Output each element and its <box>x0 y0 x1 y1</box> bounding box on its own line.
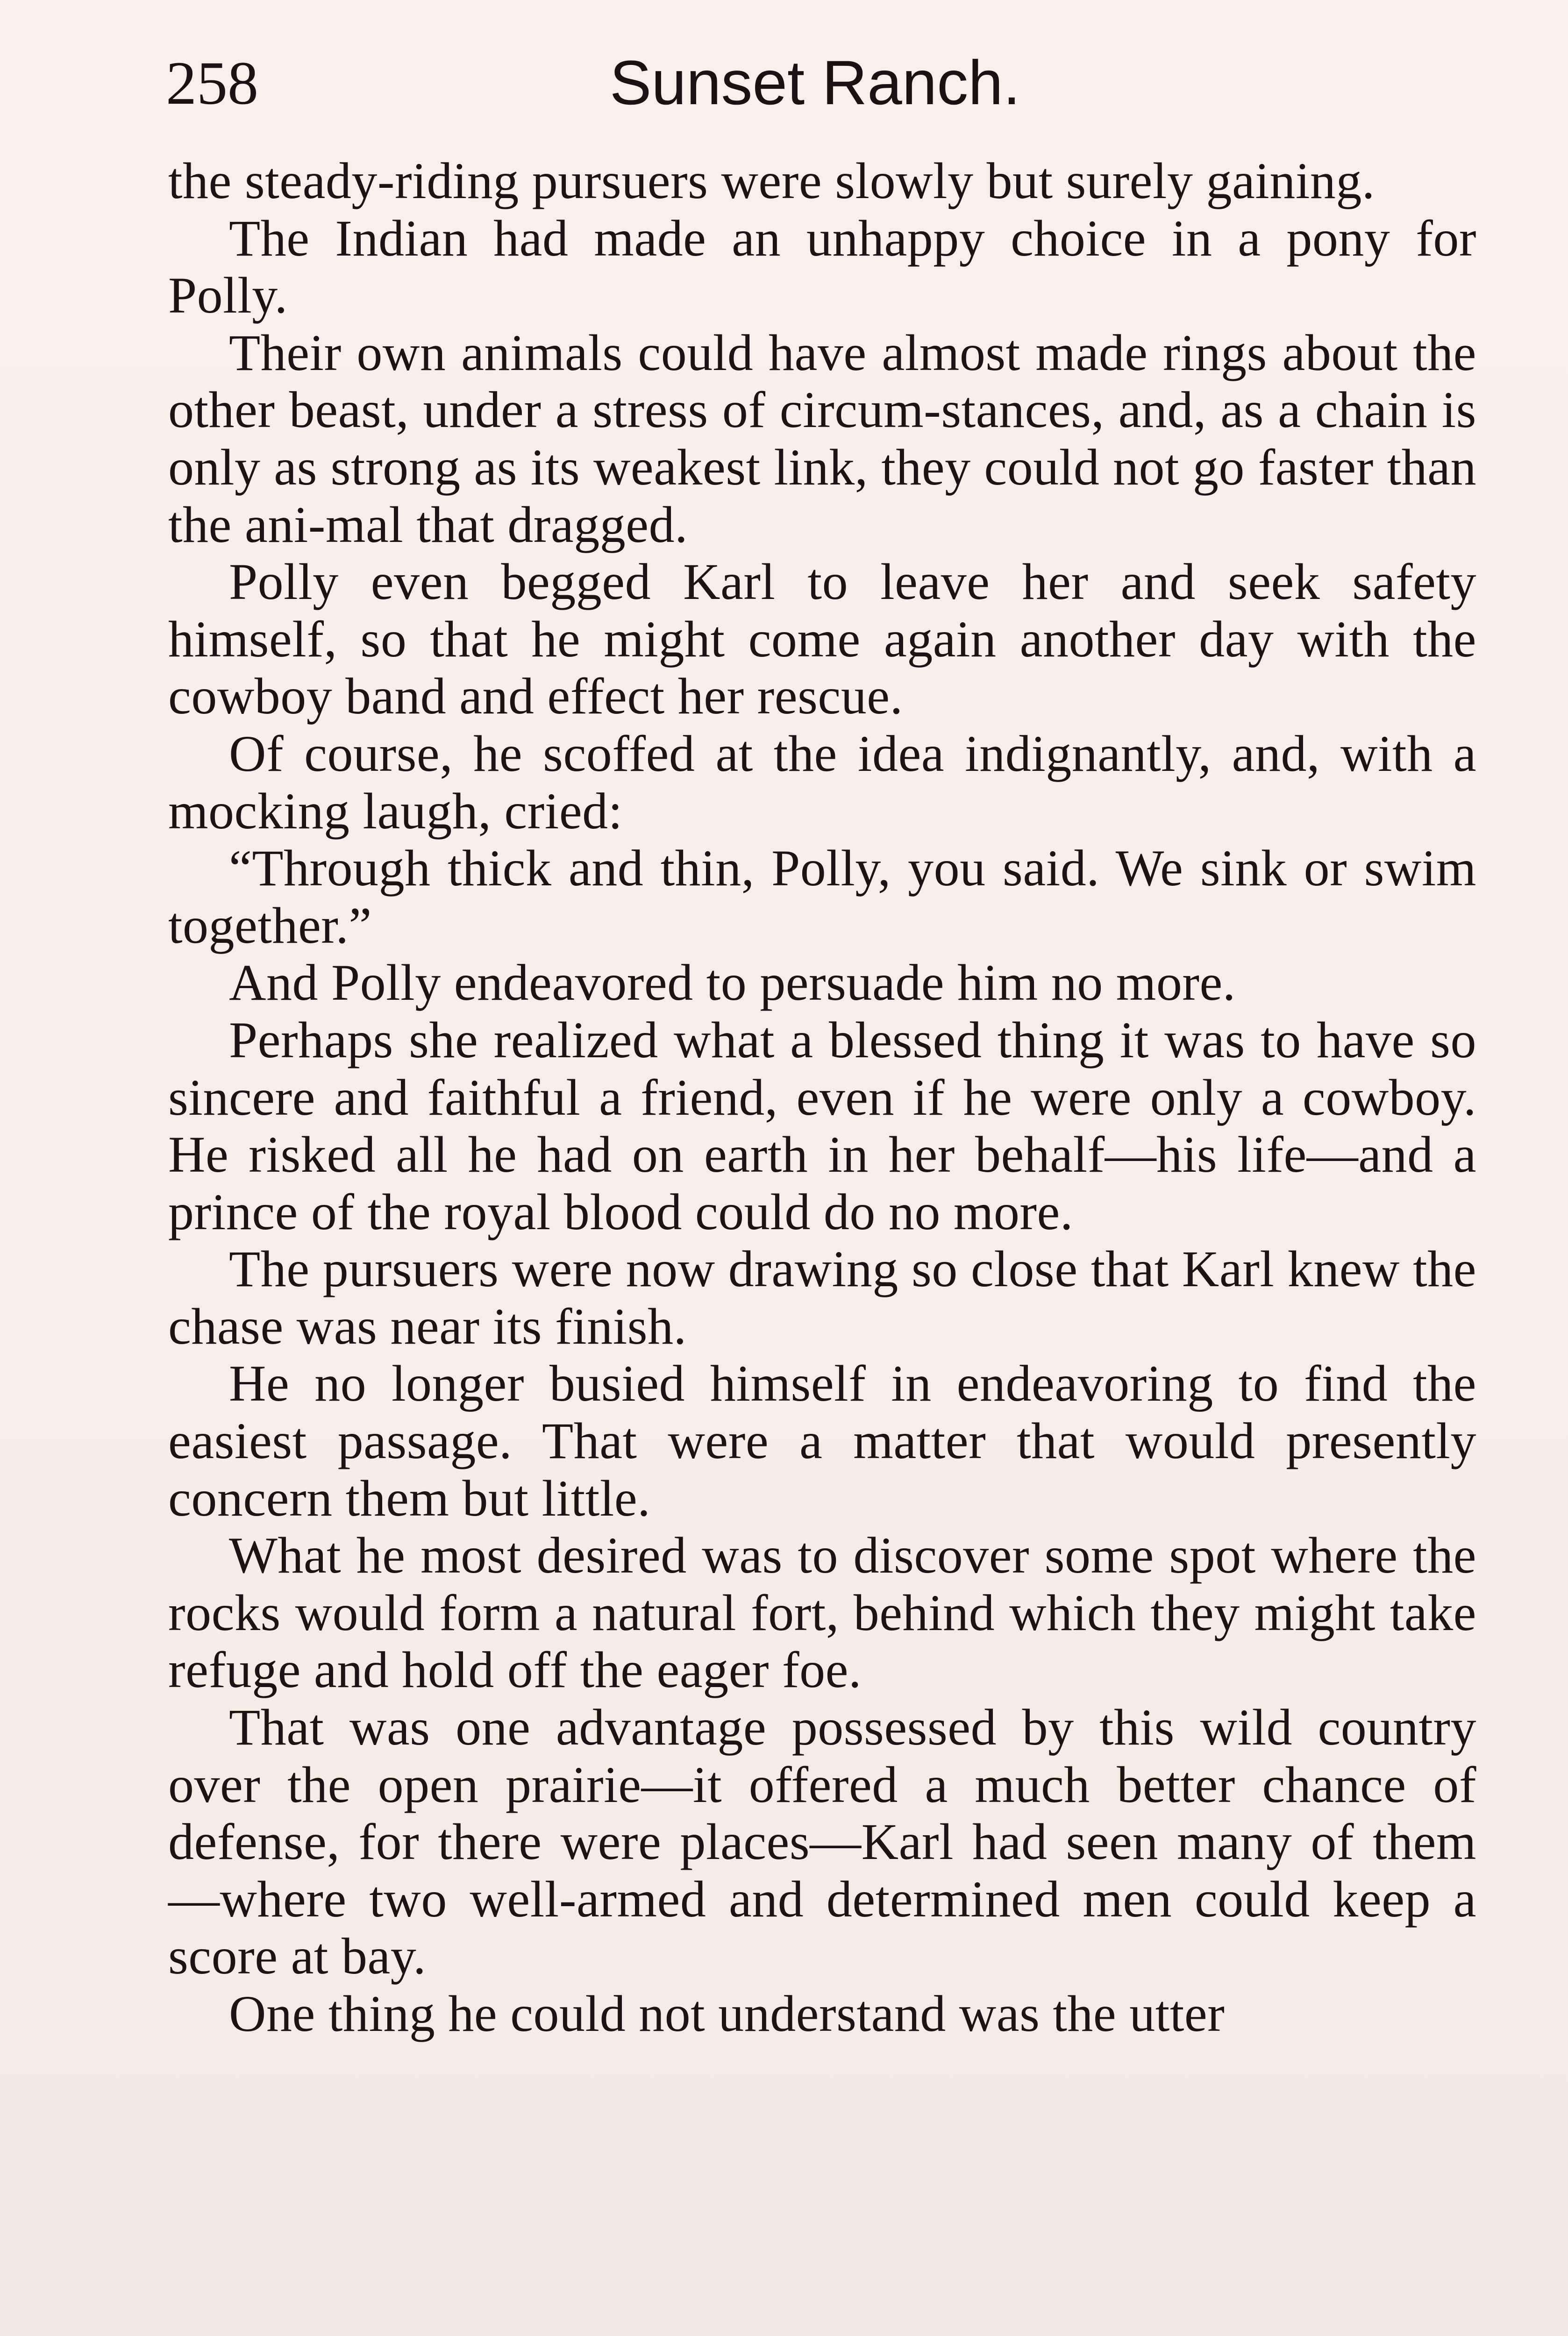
body-text <box>168 152 1476 2043</box>
paragraph: Their own animals could have almost made rings about the other beast, under a stress of circum-stances, and, as a chain is only as strong as its weakest link, they could not go faster than the ani-mal that dragged. <box>168 324 1476 553</box>
paragraph: And Polly endeavored to persuade him no more. <box>229 954 1236 1011</box>
page-number: 258 <box>166 49 258 117</box>
paragraph: the steady-riding pursuers were slowly but surely gaining. <box>168 152 1375 209</box>
page-header <box>166 41 1474 125</box>
paragraph: Polly even begged Karl to leave her and seek safety himself, so that he might come again another day with the cowboy band and effect her rescue. <box>168 553 1476 725</box>
paragraph: He no longer busied himself in endeavoring to find the easiest passage. That were a matter that would presently concern them but little. <box>168 1355 1476 1527</box>
running-head: Sunset Ranch. <box>610 48 1020 118</box>
paragraph: Of course, he scoffed at the idea indignantly, and, with a mocking laugh, cried: <box>168 725 1476 840</box>
paragraph: “Through thick and thin, Polly, you said. We sink or swim together.” <box>168 840 1476 954</box>
paragraph: That was one advantage possessed by this wild country over the open prairie—it offered a much better chance of defense, for there were places—Karl had seen many of them—where two well-armed and determined men could keep a score at bay. <box>168 1699 1476 1985</box>
paragraph: Perhaps she realized what a blessed thing it was to have so sincere and faithful a friend, even if he were only a cowboy. He risked all he had on earth in her behalf—his life—and a prince of the royal blood could do no more. <box>168 1011 1476 1240</box>
paragraph: The Indian had made an unhappy choice in a pony for Polly. <box>168 209 1476 324</box>
paragraph: The pursuers were now drawing so close that Karl knew the chase was near its finish. <box>168 1240 1476 1355</box>
paragraph: One thing he could not understand was the utter <box>229 1985 1225 2042</box>
paragraph: What he most desired was to discover some spot where the rocks would form a natural fort, behind which they might take refuge and hold off the eager foe. <box>168 1527 1476 1699</box>
